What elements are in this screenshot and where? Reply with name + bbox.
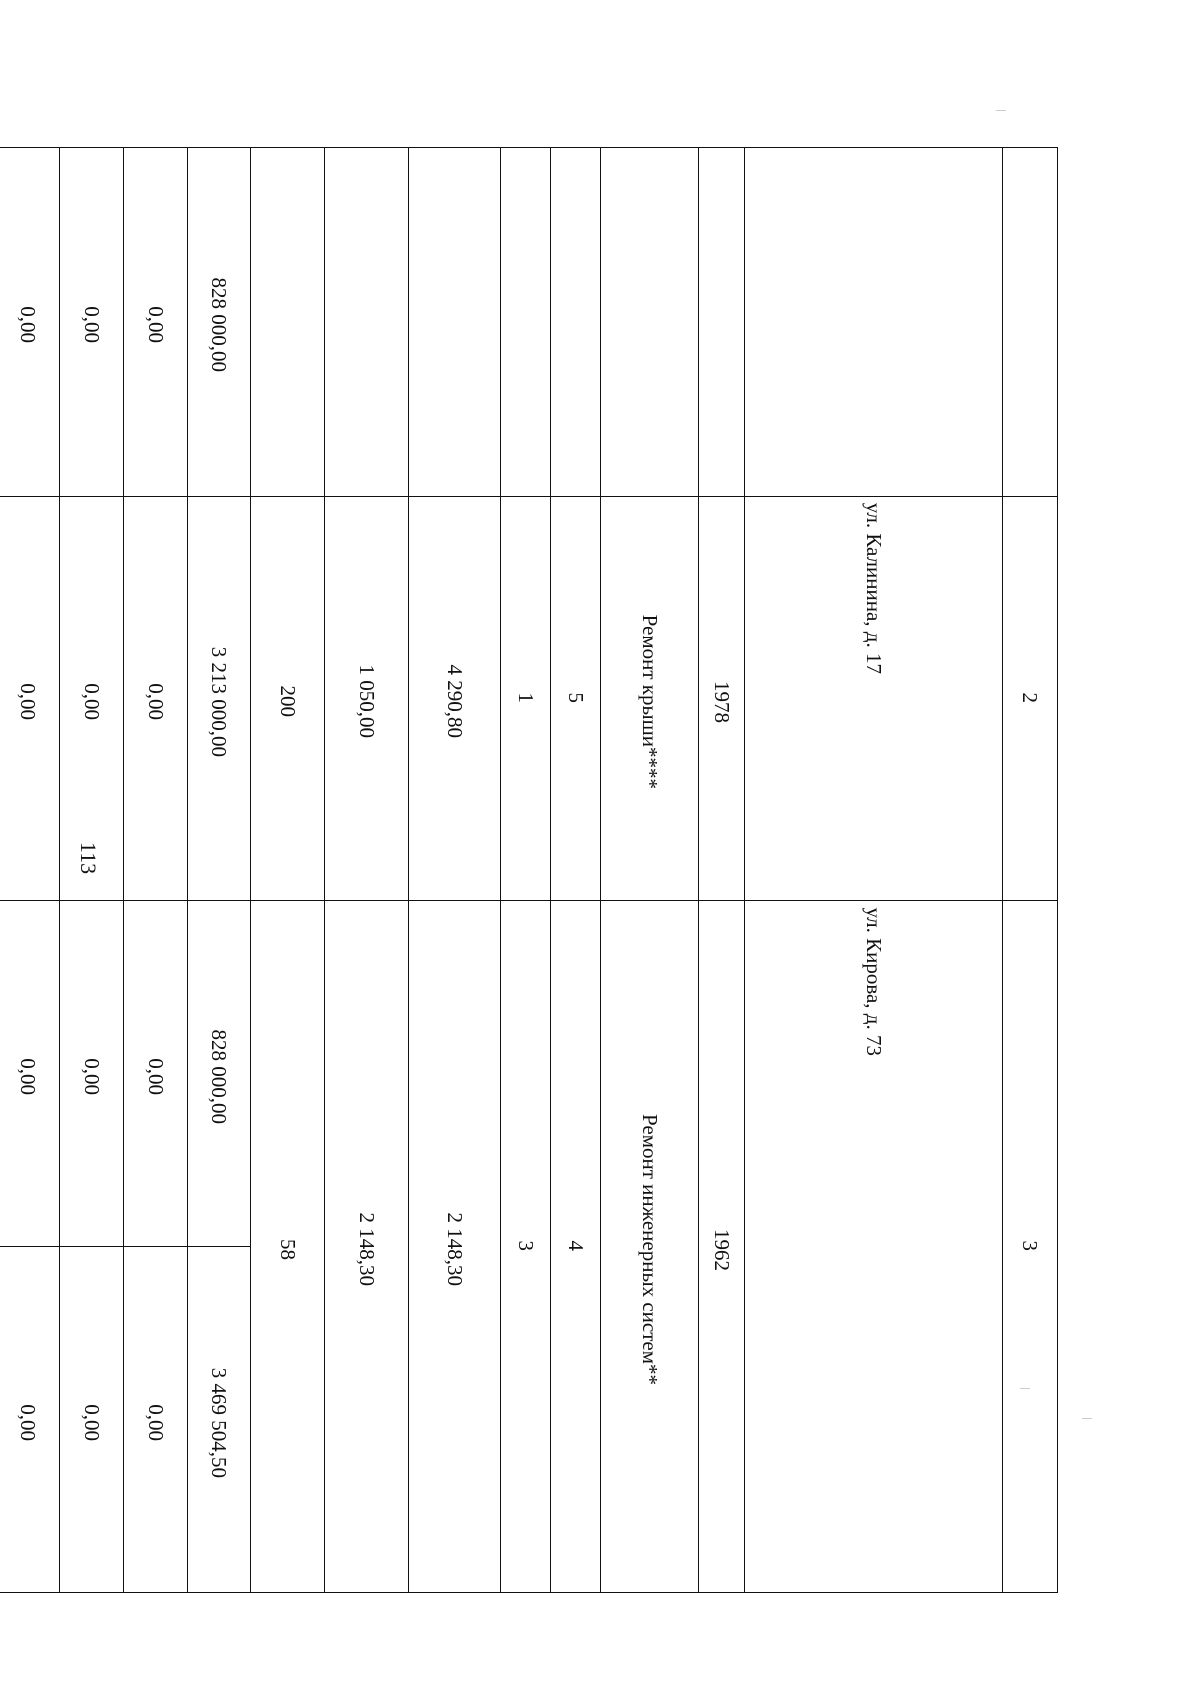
cost-zero-cell: 0,00 — [60, 497, 124, 901]
cost-zero-cell: 0,00 — [60, 1247, 124, 1593]
cost-zero-cell: 0,00 — [0, 901, 60, 1247]
cost-zero-cell: 0,00 — [124, 148, 188, 497]
empty-cell — [409, 148, 501, 497]
year-cell: 1962 — [699, 901, 745, 1593]
table-row — [0, 148, 1058, 497]
address-cell: ул. Кирова, д. 73 — [745, 901, 1003, 1593]
cost-zero-cell: 0,00 — [0, 1247, 60, 1593]
cost-total-cell: 3 469 504,50 — [188, 1247, 251, 1593]
cost-zero-cell: 0,00 — [60, 148, 124, 497]
table-row — [0, 1247, 1058, 1593]
area-repair-cell: 1 050,00 — [325, 497, 409, 901]
col5-cell: 3 — [501, 901, 551, 1593]
cost-total-cell: 3 213 000,00 — [188, 497, 251, 901]
address-cell: ул. Калинина, д. 17 — [745, 497, 1003, 901]
empty-cell — [745, 148, 1003, 497]
cost-zero-cell: 0,00 — [0, 148, 60, 497]
cost-total-cell: 828 000,00 — [188, 901, 251, 1247]
row-number-cell: 3 — [1003, 901, 1058, 1593]
area-repair-cell: 2 148,30 — [325, 901, 409, 1593]
cost-zero-cell: 0,00 — [60, 901, 124, 1247]
year-cell: 1978 — [699, 497, 745, 901]
work-type-cell: Ремонт инженерных систем** — [601, 901, 699, 1593]
work-type-cell: Ремонт крыши**** — [601, 497, 699, 901]
table-row — [0, 497, 1058, 901]
area-total-cell: 4 290,80 — [409, 497, 501, 901]
cost-zero-cell: 0,00 — [124, 497, 188, 901]
empty-cell — [551, 148, 601, 497]
col4-cell: 5 — [551, 497, 601, 901]
empty-cell — [325, 148, 409, 497]
data-table — [0, 147, 1058, 1593]
cost-zero-cell: 0,00 — [0, 497, 60, 901]
empty-cell — [601, 148, 699, 497]
count-cell: 58 — [251, 901, 325, 1593]
cost-zero-cell: 0,00 — [124, 901, 188, 1247]
empty-cell — [699, 148, 745, 497]
area-total-cell: 2 148,30 — [409, 901, 501, 1593]
cost-total-cell: 828 000,00 — [188, 148, 251, 497]
empty-cell — [1003, 148, 1058, 497]
cost-zero-cell: 0,00 — [124, 1247, 188, 1593]
empty-cell — [251, 148, 325, 497]
col5-cell: 1 — [501, 497, 551, 901]
page-number: 113 — [76, 841, 101, 875]
count-cell: 200 — [251, 497, 325, 901]
empty-cell — [501, 148, 551, 497]
row-number-cell: 2 — [1003, 497, 1058, 901]
col4-cell: 4 — [551, 901, 601, 1593]
